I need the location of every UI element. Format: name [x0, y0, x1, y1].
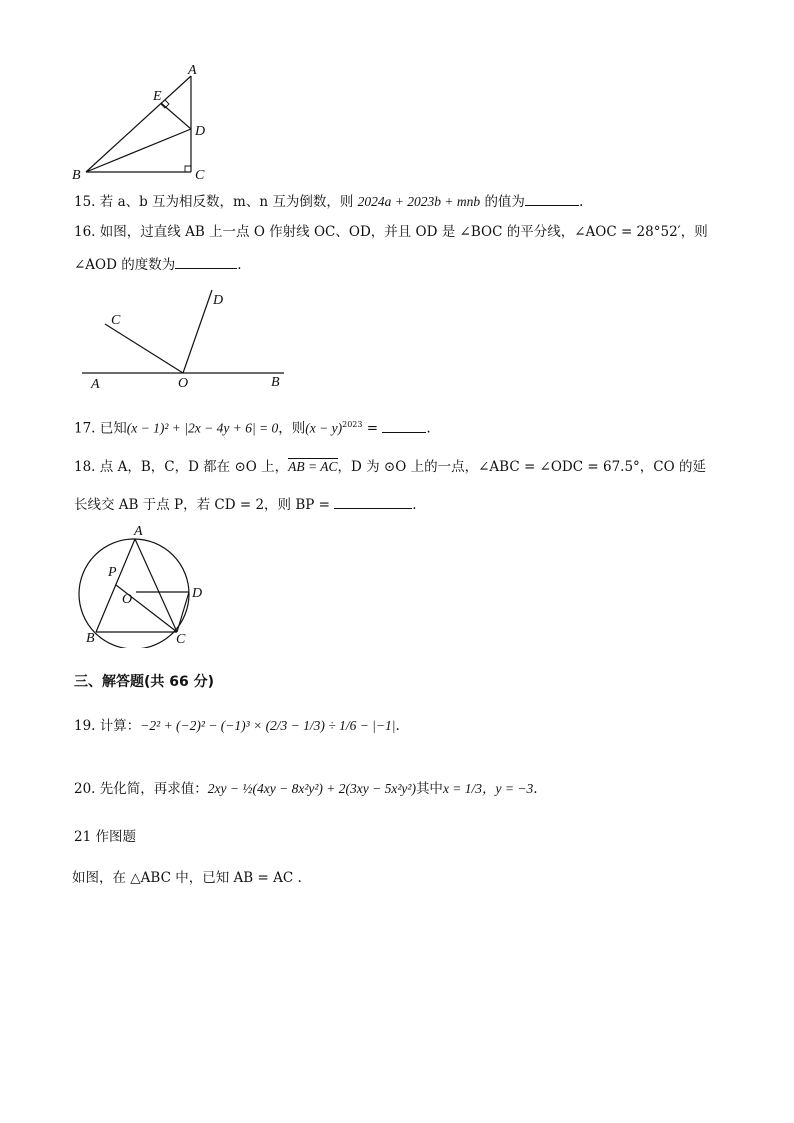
- question-18-line2: [74, 494, 417, 515]
- label-e: E: [153, 89, 162, 104]
- q18-number: 18.: [74, 459, 96, 475]
- label-a: A: [188, 63, 197, 78]
- q16-number: 16.: [74, 224, 96, 240]
- q18-line2: 长线交 AB 于点 P，若 CD = 2，则 BP =: [74, 497, 330, 513]
- q16-end: .: [237, 257, 242, 273]
- q18-arc: AB = AC: [288, 459, 338, 474]
- q20-expr: 2xy − ½(4xy − 8x²y²) + 2(3xy − 5x²y²): [207, 781, 416, 796]
- q18-end: .: [412, 497, 417, 513]
- angle-figure: [76, 284, 296, 394]
- q19-text: 计算：: [99, 718, 141, 734]
- q15-text-b: a、b 互为相反数，m、n 互为倒数，则: [117, 194, 354, 210]
- label-b: B: [271, 375, 280, 390]
- q18-line1: 点 A，B，C，D 都在 ⊙O 上，: [99, 459, 289, 475]
- label-o: O: [122, 592, 133, 607]
- circle-figure: [78, 520, 208, 648]
- q20-text: 先化简，再求值：: [99, 781, 208, 797]
- q20-number: 20.: [74, 781, 96, 797]
- question-18: [74, 457, 706, 477]
- section-3-title: 三、解答题(共 66 分): [74, 674, 215, 690]
- label-o: O: [178, 376, 189, 391]
- q20-end: .: [533, 781, 538, 797]
- label-d: D: [192, 586, 203, 601]
- q15-end: .: [578, 194, 584, 210]
- label-c: C: [111, 313, 121, 328]
- q15-text-a: 若: [99, 194, 114, 210]
- q15-expr: 2024a + 2023b + mnb: [357, 194, 481, 209]
- q15-answer-blank[interactable]: [525, 191, 579, 206]
- q17-end: .: [426, 420, 431, 437]
- q16-line2: ∠AOD 的度数为: [74, 257, 176, 273]
- q17-expr: (x − 1)² + |2x − 4y + 6| = 0: [126, 420, 279, 436]
- label-a: A: [91, 377, 100, 392]
- q18-line1-b: ，D 为 ⊙O 上的一点，∠ABC = ∠ODC = 67.5°，CO 的延: [337, 459, 706, 475]
- question-20: [74, 779, 538, 799]
- q17-exponent: 2023: [342, 420, 363, 429]
- q15-text-c: 的值为: [484, 194, 525, 210]
- question-16: [74, 222, 708, 242]
- q16-answer-blank[interactable]: [175, 254, 237, 269]
- label-d: D: [195, 124, 206, 139]
- q17-text-b: ，则: [278, 420, 306, 437]
- question-21: [74, 827, 136, 847]
- label-c: C: [176, 632, 186, 647]
- q21-number: 21: [74, 829, 92, 845]
- q21-title: 作图题: [95, 829, 136, 845]
- question-16-line2: [74, 254, 242, 275]
- q18-answer-blank[interactable]: [334, 494, 412, 509]
- label-p: P: [108, 565, 117, 580]
- q19-expr: −2² + (−2)² − (−1)³ × (2/3 − 1/3) ÷ 1/6 − |−1|: [140, 718, 396, 733]
- q17-text-a: 已知: [99, 420, 127, 437]
- q17-eq: =: [362, 420, 379, 437]
- q17-number: 17.: [74, 420, 96, 437]
- triangle-figure: [62, 56, 222, 184]
- label-c: C: [195, 168, 205, 183]
- question-15: [74, 191, 583, 212]
- label-b: B: [86, 631, 95, 646]
- question-21-body: 如图，在 △ABC 中，已知 AB = AC .: [72, 870, 302, 886]
- q19-end: .: [395, 718, 400, 734]
- q17-answer-blank[interactable]: [382, 418, 426, 433]
- q15-number: 15.: [74, 194, 96, 210]
- q20-text-b: 其中: [415, 781, 443, 797]
- label-a: A: [134, 524, 143, 539]
- label-d: D: [213, 293, 224, 308]
- question-19: [74, 716, 400, 736]
- q16-line1: 如图，过直线 AB 上一点 O 作射线 OC、OD，并且 OD 是 ∠BOC 的平分线，∠AOC = 28°52′，则: [99, 224, 708, 240]
- q17-expr2: (x − y): [305, 420, 343, 436]
- q19-number: 19.: [74, 718, 96, 734]
- question-17: [74, 415, 431, 439]
- q20-condition: x = 1/3，y = −3: [442, 781, 534, 796]
- label-b: B: [72, 168, 81, 183]
